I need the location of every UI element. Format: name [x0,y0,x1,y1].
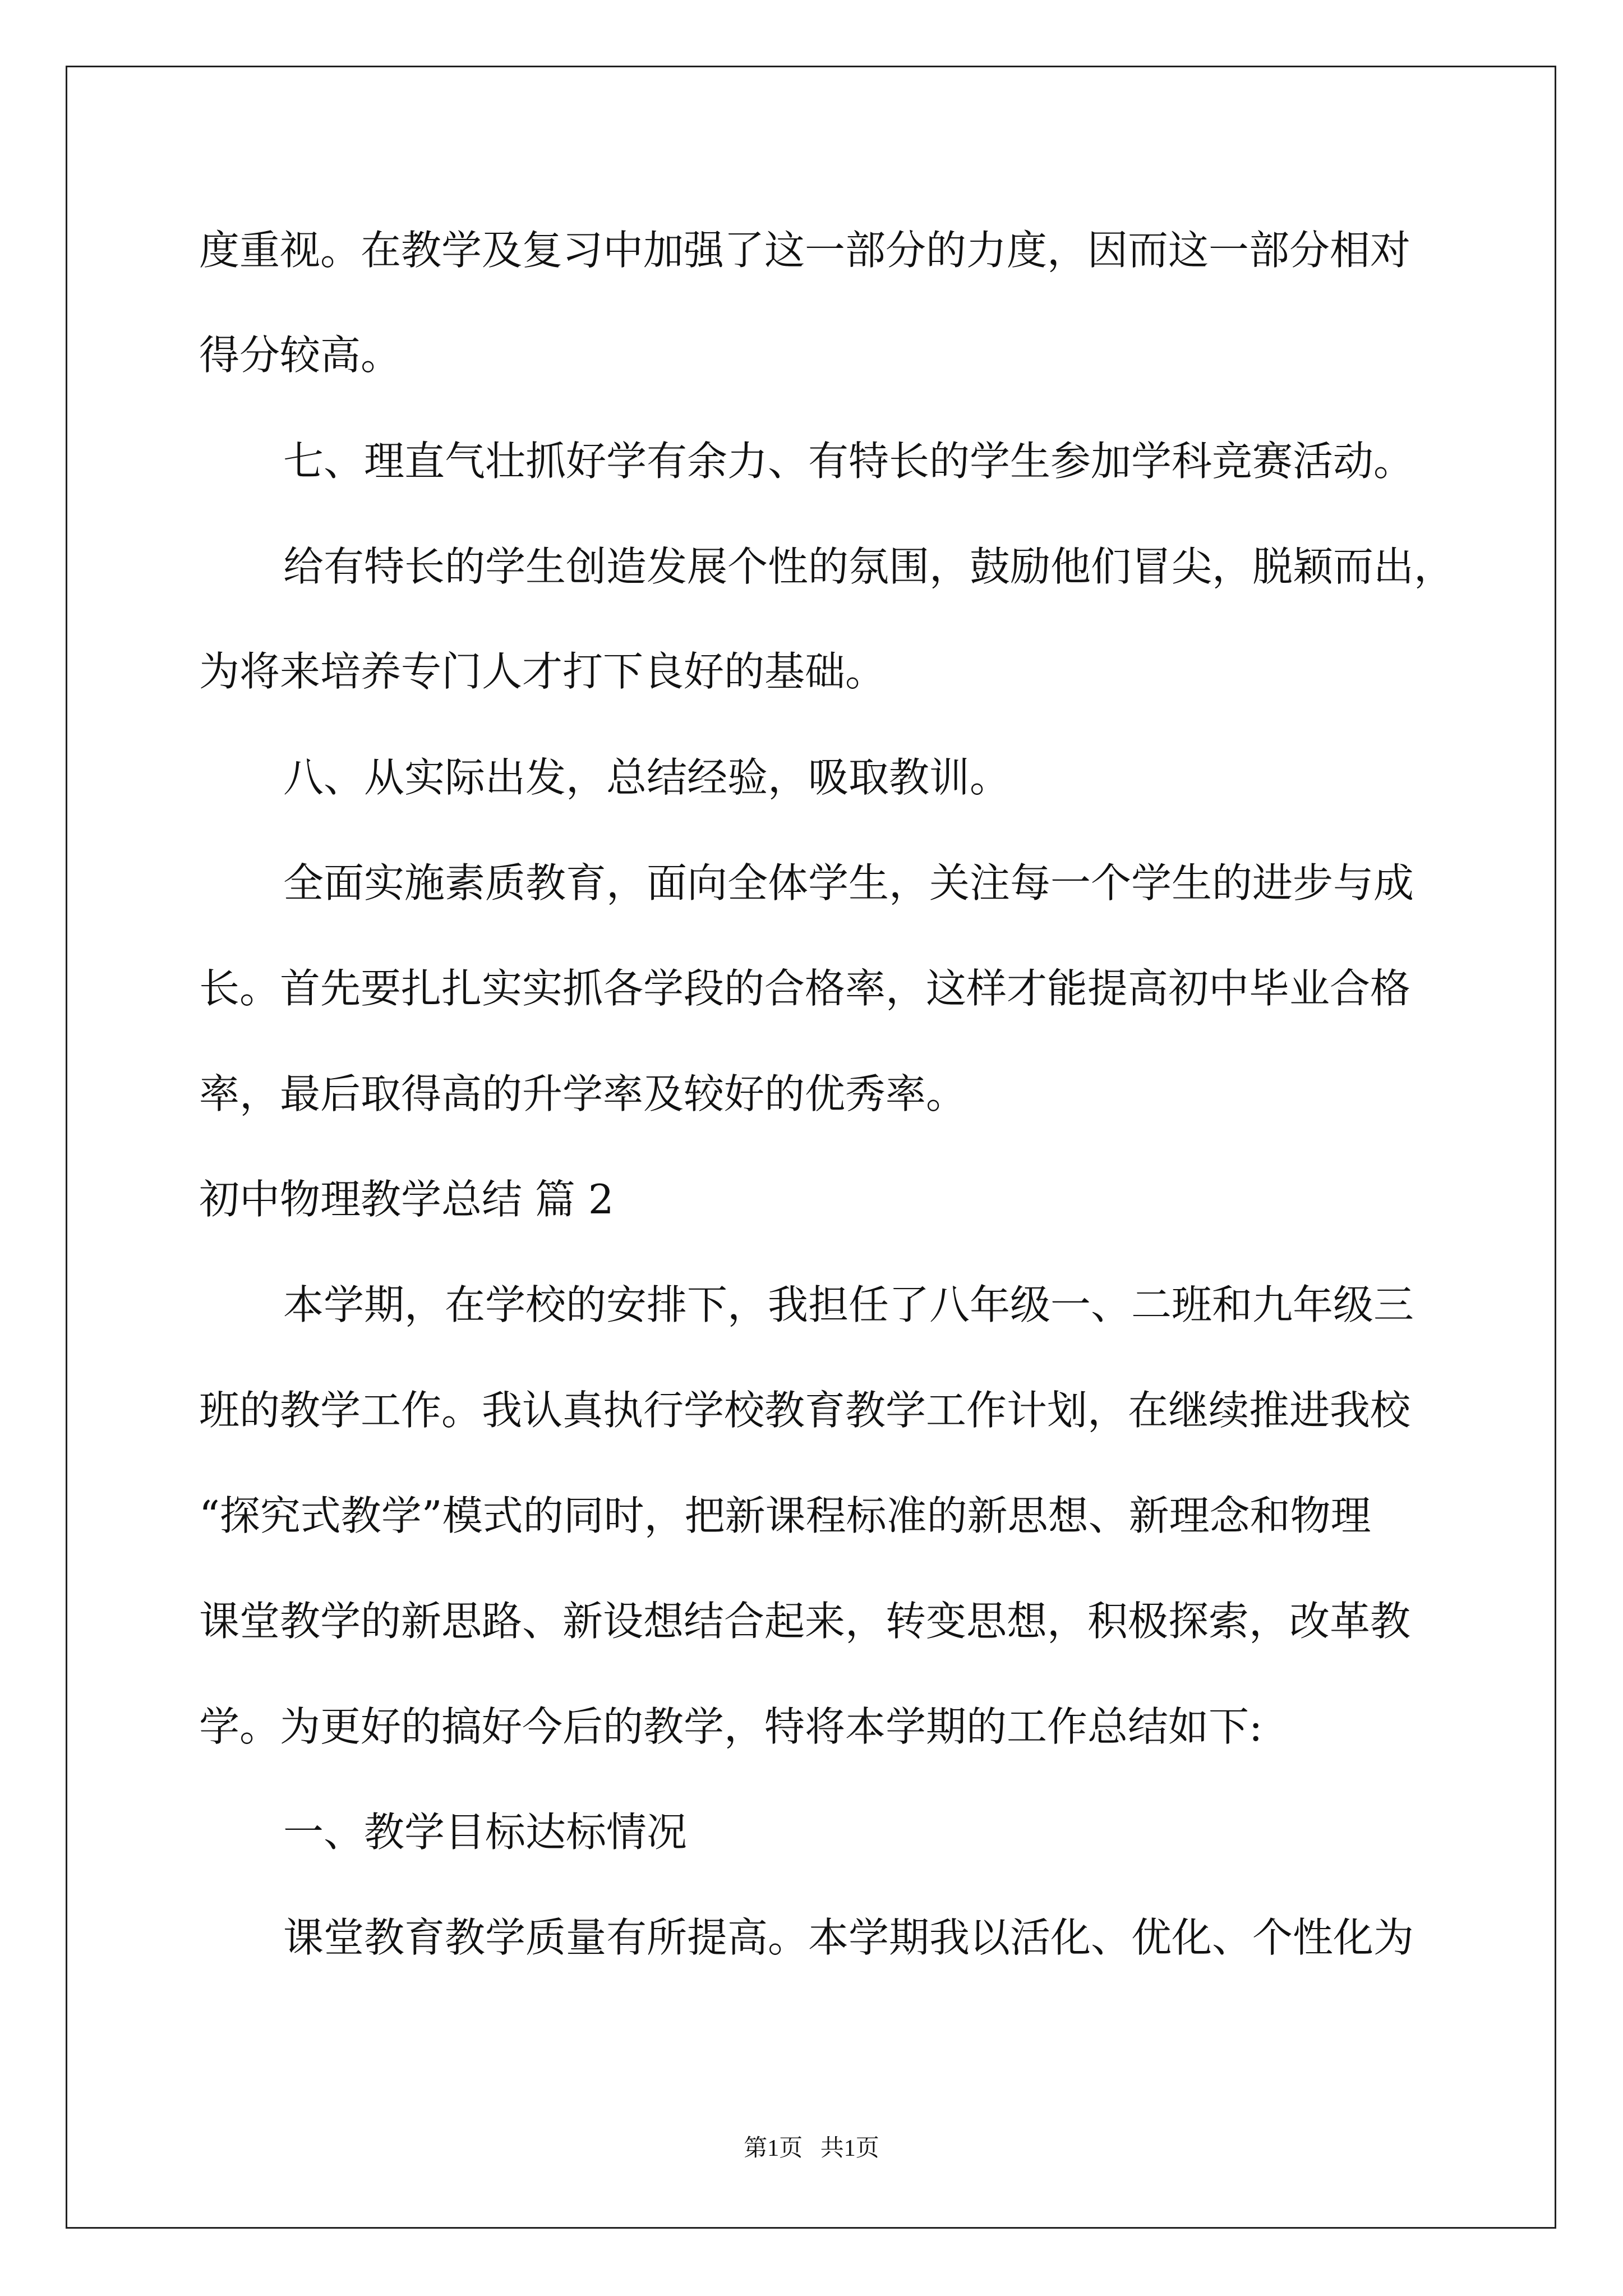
section-heading: 七、理直气壮抓好学有余力、有特长的学生参加学科竞赛活动。 [283,438,1414,485]
text-line: 班的教学工作。我认真执行学校教育教学工作计划，在继续推进我校 [199,1387,1411,1434]
page-footer: 第1页 共1页 [744,2136,879,2161]
article-title: 初中物理教学总结 篇 2 [199,1176,614,1223]
text-line: “探究式教学”模式的同时，把新课程标准的新思想、新理念和物理 [199,1492,1371,1539]
text-line: 长。首先要扎扎实实抓各学段的合格率，这样才能提高初中毕业合格 [199,965,1411,1012]
text-line: 全面实施素质教育，面向全体学生，关注每一个学生的进步与成 [283,859,1414,907]
section-heading: 八、从实际出发，总结经验，吸取教训。 [283,754,1011,801]
text-line: 率，最后取得高的升学率及较好的优秀率。 [199,1070,967,1117]
page-border [66,66,1556,2229]
text-line: 课堂教学的新思路、新设想结合起来，转变思想，积极探索，改革教 [199,1598,1411,1645]
text-line: 本学期，在学校的安排下，我担任了八年级一、二班和九年级三 [283,1281,1414,1328]
text-line: 课堂教育教学质量有所提高。本学期我以活化、优化、个性化为 [283,1914,1414,1961]
section-heading: 一、教学目标达标情况 [283,1809,688,1856]
text-line: 给有特长的学生创造发展个性的氛围，鼓励他们冒尖，脱颖而出， [283,543,1455,590]
text-line: 学。为更好的搞好今后的教学，特将本学期的工作总结如下: [199,1703,1263,1750]
text-line: 得分较高。 [199,332,402,379]
text-line: 度重视。在教学及复习中加强了这一部分的力度，因而这一部分相对 [199,227,1411,274]
text-line: 为将来培养专门人才打下良好的基础。 [199,648,886,695]
